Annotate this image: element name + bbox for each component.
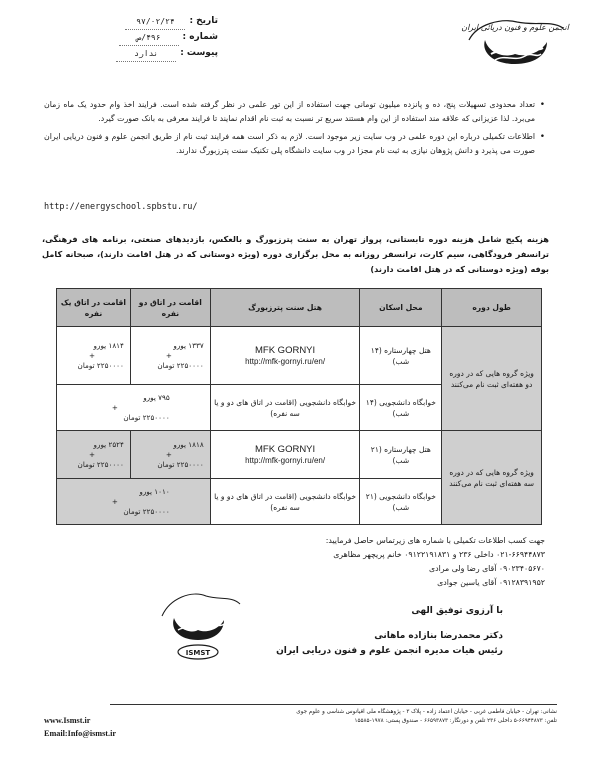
- closing-block: [276, 604, 503, 659]
- signatory-name: دکتر محمدرضا بنازاده ماهانی: [374, 631, 503, 641]
- hotel-url[interactable]: http://mfk-gornyi.ru/en/: [245, 356, 326, 366]
- contact-line-2: ۰۹۰۲۳۴۰۵۶۷۰ آقای رضا ولی مرادی: [429, 564, 545, 573]
- bullet-website: • اطلاعات تکمیلی درباره این دوره علمی در وب سایت زیر موجود است. لازم به ذکر است همه فرایند ثبت نام از طریق انجمن علوم و فنون دریایی ایران صورت می پذیرد و دانش پژوهان نیازی به ثبت نام مجزا در وب سایت دانشگاه پلی تکنیک سنت پترزبورگ ندارند.: [44, 130, 545, 158]
- association-logo: [455, 14, 575, 72]
- energy-school-link[interactable]: http://energyschool.spbstu.ru/: [44, 202, 198, 212]
- attachment-row: [98, 46, 218, 62]
- plus-sign: +: [111, 496, 118, 506]
- number-value: ۴۹۶/ص: [119, 30, 179, 46]
- price-dorm: [57, 479, 211, 525]
- table-header-row: [57, 289, 542, 327]
- date-row: [98, 14, 218, 30]
- footer-address-line: نشانی: تهران - خیابان فاطمی غربی - خیابان اعتماد زاده - پلاک ۳ - پژوهشگاه ملی اقیانوس شناسی و علوم جوی: [296, 709, 557, 715]
- footer-address: [110, 708, 557, 726]
- info-bullets: [44, 98, 545, 162]
- header-duration: طول دوره: [442, 289, 542, 327]
- hotel-url[interactable]: http://mfk-gornyi.ru/en/: [245, 455, 326, 465]
- contact-section: [200, 534, 545, 590]
- price-dorm: [57, 385, 211, 431]
- price-euro: ۷۹۵ یورو: [143, 392, 170, 402]
- date-value: ۹۷/۰۲/۲۴: [125, 14, 185, 30]
- letter-meta: [98, 14, 218, 62]
- price-toman: ۲۲۵۰۰۰۰ تومان: [77, 459, 124, 469]
- price-double: [130, 327, 210, 385]
- price-euro: ۱۰۱۰ یورو: [139, 486, 170, 496]
- contact-line-1: ۰۲۱-۶۶۹۴۴۸۷۳ داخلی ۲۳۶ و ۰۹۱۲۲۱۹۱۸۳۱ خانم پریچهر مظاهری: [333, 550, 545, 559]
- hotel-name: MFK GORNYI: [254, 344, 316, 356]
- website-link[interactable]: www.Ismst.ir: [44, 716, 91, 725]
- closing-greeting: با آرزوی توفیق الهی: [411, 606, 503, 616]
- price-double: [130, 431, 210, 479]
- attachment-label: پیوست :: [180, 48, 218, 58]
- price-toman: ۲۲۵۰۰۰۰ تومان: [157, 459, 204, 469]
- contact-intro: جهت کسب اطلاعات تکمیلی با شماره های زیرتماس حاصل فرمایید:: [325, 536, 545, 545]
- location-hotel-14: هتل چهارستاره (۱۴ شب): [360, 327, 442, 385]
- header-location: محل اسکان: [360, 289, 442, 327]
- stamp-text: ISMST: [185, 649, 211, 657]
- price-single: [57, 431, 131, 479]
- table-row: [57, 327, 542, 385]
- logo-text: انجمن علوم و فنون دریائی ایران: [461, 23, 569, 32]
- location-dorm-21: خوابگاه دانشجویی (۲۱ شب): [360, 479, 442, 525]
- price-euro: ۱۳۳۷ یورو: [173, 340, 204, 350]
- signatory-title: رئیس هیات مدیره انجمن علوم و فنون دریایی ایران: [276, 646, 503, 656]
- price-toman: ۲۲۵۰۰۰۰ تومان: [77, 360, 124, 370]
- header-double-room: اقامت در اتاق دو نفره: [130, 289, 210, 327]
- plus-sign: +: [165, 350, 172, 360]
- date-label: تاریخ :: [189, 16, 218, 26]
- hotel-cell: [210, 431, 360, 479]
- price-single: [57, 327, 131, 385]
- header-hotel: هتل سنت پترزبورگ: [210, 289, 360, 327]
- attachment-value: ندارد: [116, 46, 176, 62]
- hotel-cell: [210, 327, 360, 385]
- duration-two-weeks: ویژه گروه هایی که در دوره دو هفته‌ای ثبت نام می‌کنند: [442, 327, 542, 431]
- pricing-table: [56, 288, 542, 525]
- plus-sign: +: [88, 350, 95, 360]
- location-dorm-14: خوابگاه دانشجویی (۱۴ شب): [360, 385, 442, 431]
- web-contact: [44, 714, 116, 740]
- hotel-name: MFK GORNYI: [254, 443, 316, 455]
- email-link[interactable]: Email:Info@ismst.ir: [44, 729, 116, 738]
- price-euro: ۱۸۱۸ یورو: [173, 439, 204, 449]
- price-toman: ۲۲۵۰۰۰۰ تومان: [123, 506, 170, 516]
- price-toman: ۲۲۵۰۰۰۰ تومان: [123, 412, 170, 422]
- official-stamp: [148, 582, 248, 670]
- price-euro: ۱۸۱۴ یورو: [93, 340, 124, 350]
- dorm-description: خوابگاه دانشجویی (اقامت در اتاق های دو و یا سه نفره): [210, 479, 360, 525]
- plus-sign: +: [88, 449, 95, 459]
- footer-divider: [110, 704, 557, 705]
- table-row: [57, 431, 542, 479]
- dorm-description: خوابگاه دانشجویی (اقامت در اتاق های دو و یا سه نفره): [210, 385, 360, 431]
- bullet-loan: • تعداد محدودی تسهیلات پنج، ده و پانزده میلیون تومانی جهت استفاده از این تور علمی در نظر گرفته شده است. فرایند اخذ وام حدود یک ماه زمان می‌برد. لذا عزیزانی که علاقه مند استفاده از این وام هستند سریع تر نسبت به ثبت نام اقدام نمایند تا فرایند معرفی به بانک صورت گیرد.: [44, 98, 545, 126]
- plus-sign: +: [111, 402, 118, 412]
- price-toman: ۲۲۵۰۰۰۰ تومان: [157, 360, 204, 370]
- header-single-room: اقامت در اتاق یک نفره: [57, 289, 131, 327]
- location-hotel-21: هتل چهارستاره (۲۱ شب): [360, 431, 442, 479]
- footer-phone-line: تلفن: ۶۶۹۴۴۸۷۳-۵ داخلی ۲۳۶ تلفن و دورنگار: ۶۶۵۹۳۸۷۳ - صندوق پستی: ۱۹۷۸-۱۵۵۸۵: [354, 718, 557, 724]
- number-row: [98, 30, 218, 46]
- contact-line-3: ۰۹۱۲۸۳۹۱۹۵۲ آقای یاسین جوادی: [437, 578, 545, 587]
- number-label: شماره :: [182, 32, 218, 42]
- plus-sign: +: [165, 449, 172, 459]
- price-euro: ۲۵۲۴ یورو: [93, 439, 124, 449]
- package-description: هزینه پکیج شامل هزینه دوره تابستانی، پرواز تهران به سنت پترزبورگ و بالعکس، بازدیدهای صنعتی، برنامه های فرهنگی، ترانسفر فرودگاهی، سیم کارت، ترانسفر روزانه به محل برگزاری دوره (ویژه دوستانی که در هتل اقامت دارند)، صبحانه کامل بوفه (ویژه دوستانی که در هتل اقامت دارند): [42, 234, 549, 274]
- duration-three-weeks: ویژه گروه هایی که در دوره سه هفته‌ای ثبت نام می‌کنند: [442, 431, 542, 525]
